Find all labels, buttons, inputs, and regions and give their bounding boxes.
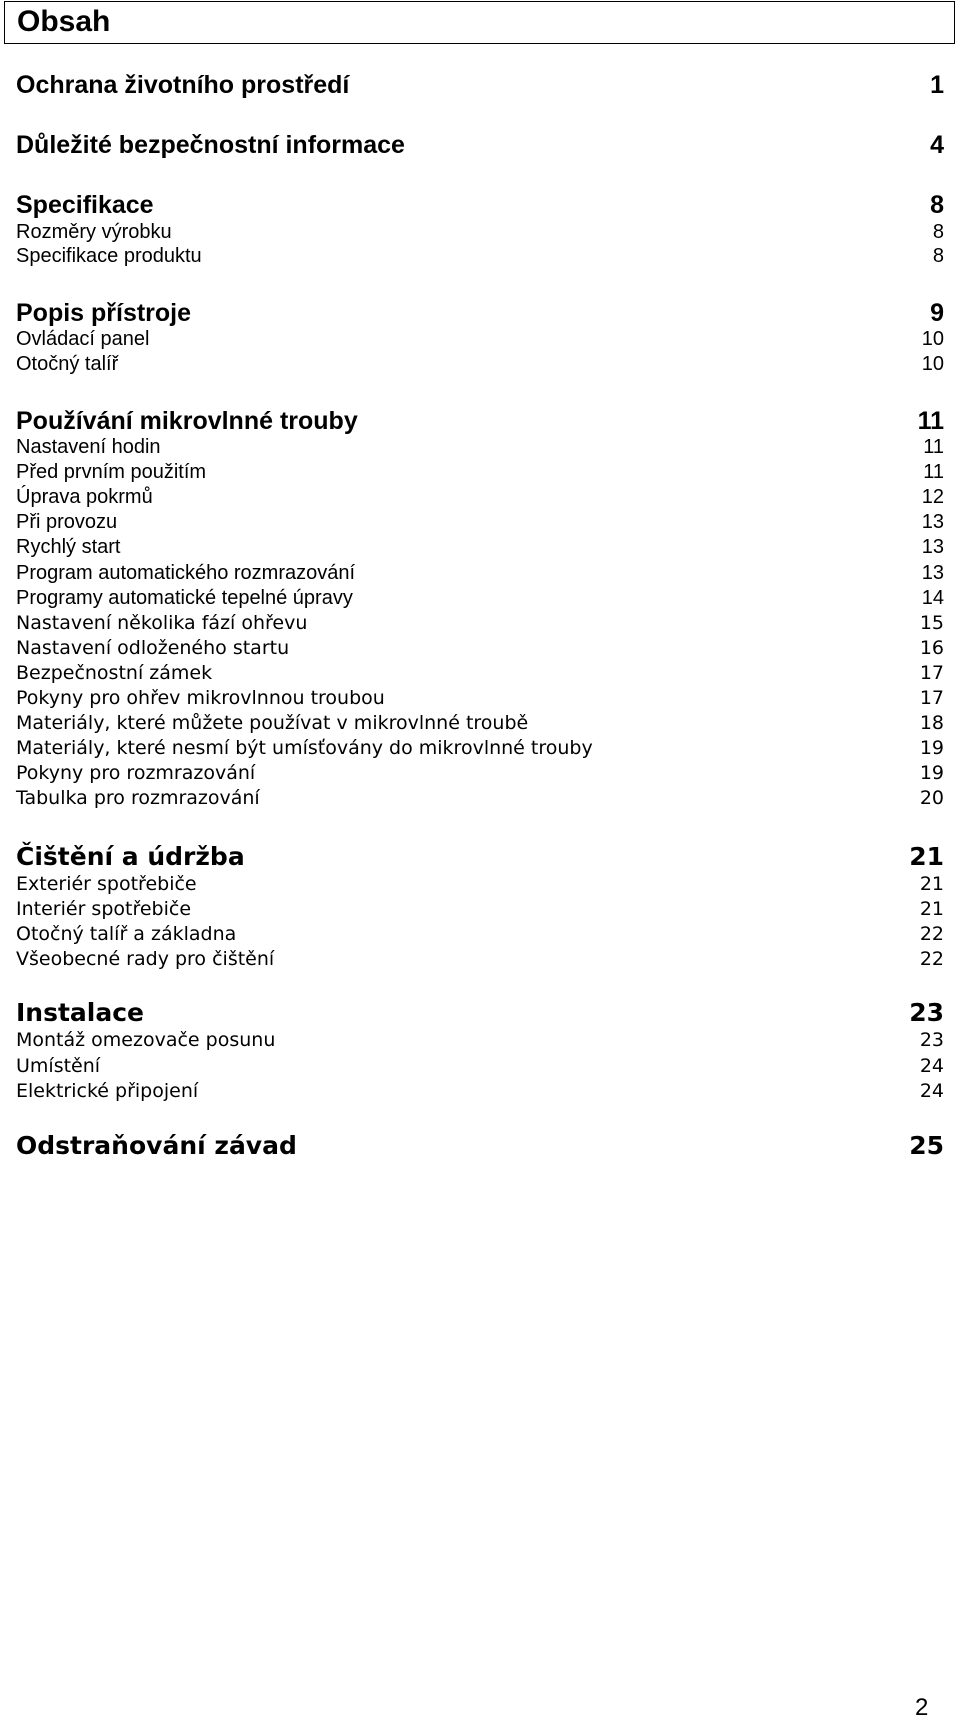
toc-item[interactable] (16, 461, 944, 484)
toc-title: Obsah (17, 5, 111, 38)
toc-item-page: 19 (919, 762, 944, 784)
toc-item-label: Úprava pokrmů (16, 486, 153, 508)
toc-section-label: Odstraňování závad (16, 1131, 297, 1160)
toc-section-bezpecnost[interactable] (16, 131, 944, 160)
toc-item[interactable] (16, 511, 944, 534)
toc-item-label: Specifikace produktu (16, 245, 202, 267)
toc-item-page: 8 (932, 245, 944, 267)
toc-section-label: Používání mikrovlnné trouby (16, 407, 358, 435)
toc-section-label: Ochrana životního prostředí (16, 71, 350, 99)
toc-item-label: Při provozu (16, 511, 118, 533)
toc-item-label: Materiály, které můžete používat v mikrovlnné troubě (16, 712, 529, 734)
toc-item[interactable] (16, 562, 944, 585)
toc-item[interactable] (16, 762, 944, 784)
toc-item-page: 13 (921, 511, 944, 533)
toc-item[interactable] (16, 737, 944, 759)
toc-item-page: 21 (919, 873, 944, 895)
toc-section-pouzivani[interactable] (16, 407, 944, 436)
toc-item-page: 17 (919, 662, 944, 684)
toc-section-page: 23 (909, 998, 944, 1027)
toc-item[interactable] (16, 687, 944, 709)
toc-item-page: 22 (919, 948, 944, 970)
toc-item-label: Ovládací panel (16, 328, 150, 350)
toc-item[interactable] (16, 923, 944, 945)
toc-item-page: 23 (919, 1029, 944, 1051)
toc-item-label: Nastavení hodin (16, 436, 161, 458)
toc-item-page: 24 (919, 1080, 944, 1102)
toc-item[interactable] (16, 328, 944, 351)
toc-item[interactable] (16, 353, 944, 376)
toc-item-page: 10 (921, 328, 944, 350)
toc-item[interactable] (16, 637, 944, 659)
toc-item-label: Exteriér spotřebiče (16, 873, 197, 895)
toc-item-page: 22 (919, 923, 944, 945)
toc-item-label: Všeobecné rady pro čištění (16, 948, 275, 970)
toc-item-page: 11 (923, 436, 944, 458)
toc-item-page: 20 (919, 787, 944, 809)
toc-item-label: Interiér spotřebiče (16, 898, 192, 920)
toc-section-label: Důležité bezpečnostní informace (16, 131, 405, 159)
toc-item-label: Nastavení několika fází ohřevu (16, 612, 308, 634)
toc-item[interactable] (16, 712, 944, 734)
toc-item-page: 21 (919, 898, 944, 920)
toc-item[interactable] (16, 1055, 944, 1077)
toc-item-label: Montáž omezovače posunu (16, 1029, 276, 1051)
toc-item-label: Elektrické připojení (16, 1080, 199, 1102)
toc-section-zavady[interactable] (16, 1131, 944, 1160)
toc-item[interactable] (16, 787, 944, 809)
toc-section-instalace[interactable] (16, 998, 944, 1027)
toc-section-specifikace[interactable] (16, 191, 944, 220)
toc-section-ochrana[interactable] (16, 71, 944, 100)
toc-item-label: Rychlý start (16, 536, 121, 558)
toc-section-page: 8 (930, 191, 944, 219)
toc-section-label: Instalace (16, 998, 145, 1027)
toc-item-page: 13 (921, 536, 944, 558)
toc-item-page: 16 (919, 637, 944, 659)
toc-section-popis[interactable] (16, 299, 944, 328)
toc-section-page: 11 (917, 407, 944, 435)
toc-item-page: 12 (921, 486, 944, 508)
toc-item-label: Umístění (16, 1055, 101, 1077)
toc-item[interactable] (16, 873, 944, 895)
toc-item-label: Nastavení odloženého startu (16, 637, 290, 659)
toc-section-label: Popis přístroje (16, 299, 192, 327)
toc-item[interactable] (16, 245, 944, 268)
toc-item-page: 18 (919, 712, 944, 734)
toc-item-label: Otočný talíř (16, 353, 119, 375)
toc-item-label: Pokyny pro ohřev mikrovlnnou troubou (16, 687, 385, 709)
toc-section-label: Specifikace (16, 191, 154, 219)
toc-item-page: 13 (921, 562, 944, 584)
toc-item-label: Před prvním použitím (16, 461, 207, 483)
toc-section-page: 21 (909, 842, 944, 871)
toc-item[interactable] (16, 587, 944, 610)
toc-item-label: Rozměry výrobku (16, 221, 172, 243)
toc-section-page: 4 (930, 131, 944, 159)
toc-item-label: Bezpečnostní zámek (16, 662, 213, 684)
toc-item[interactable] (16, 948, 944, 970)
toc-item-label: Pokyny pro rozmrazování (16, 762, 256, 784)
toc-item[interactable] (16, 1029, 944, 1051)
toc-item[interactable] (16, 612, 944, 634)
toc-section-page: 1 (930, 71, 944, 99)
toc-section-label: Čištění a údržba (16, 842, 245, 871)
toc-item-page: 24 (919, 1055, 944, 1077)
toc-item-page: 19 (919, 737, 944, 759)
toc-title-box (4, 1, 955, 44)
toc-item-page: 15 (919, 612, 944, 634)
page-number: 2 (915, 1694, 929, 1721)
toc-item[interactable] (16, 221, 944, 244)
toc-item-page: 11 (923, 461, 944, 483)
toc-item[interactable] (16, 662, 944, 684)
toc-item[interactable] (16, 1080, 944, 1102)
toc-item-page: 17 (919, 687, 944, 709)
toc-item-label: Tabulka pro rozmrazování (16, 787, 260, 809)
toc-item-page: 14 (921, 587, 944, 609)
toc-section-page: 9 (930, 299, 944, 327)
toc-item-label: Materiály, které nesmí být umísťovány do mikrovlnné trouby (16, 737, 593, 759)
toc-section-page: 25 (909, 1131, 944, 1160)
toc-item[interactable] (16, 436, 944, 459)
toc-item-label: Otočný talíř a základna (16, 923, 237, 945)
toc-item-page: 8 (932, 221, 944, 243)
toc-item-label: Programy automatické tepelné úpravy (16, 587, 353, 609)
toc-item-page: 10 (921, 353, 944, 375)
toc-item[interactable] (16, 536, 944, 559)
toc-section-cisteni[interactable] (16, 842, 944, 871)
toc-item[interactable] (16, 898, 944, 920)
toc-item-label: Program automatického rozmrazování (16, 562, 356, 584)
toc-item[interactable] (16, 486, 944, 509)
